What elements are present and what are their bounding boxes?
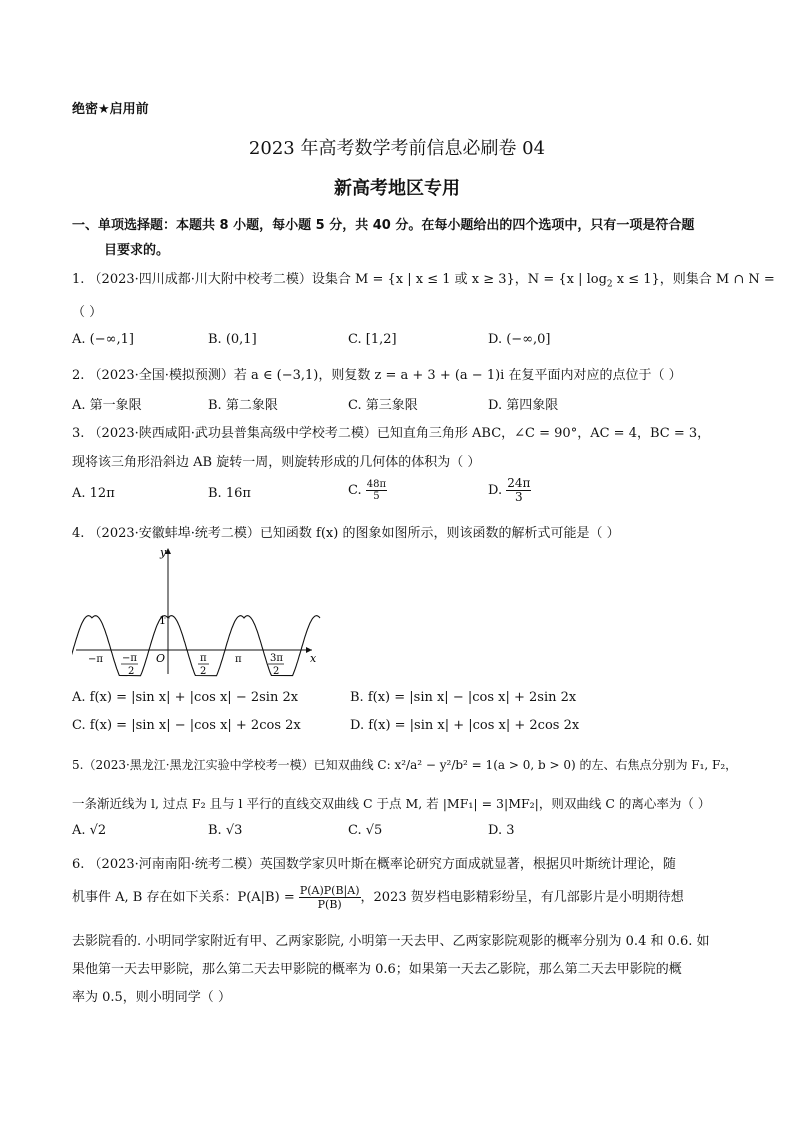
option-d[interactable] [488, 477, 531, 504]
fraction-numerator: 24π [507, 476, 531, 490]
option-b[interactable]: B. f(x) = |sin x| − |cos x| + 2sin 2x [350, 690, 577, 705]
x-tick-half-pi-num: π [200, 653, 207, 664]
x-tick-three-half-pi-num: 3π [270, 653, 283, 664]
question-3-line2: 现将该三角形沿斜边 AB 旋转一周，则旋转形成的几何体的体积为（ ） [72, 455, 481, 470]
fraction-numerator: P(A)P(B|A) [299, 884, 360, 897]
option-c[interactable]: C. [1,2] [348, 332, 397, 347]
question-text: （2023·河南南阳·统考二模）英国数学家贝叶斯在概率论研究方面成就显著，根据贝叶斯统计理论，随 [88, 857, 676, 872]
y-tick-label-1: 1 [159, 614, 166, 627]
question-6-line3: 去影院看的. 小明同学家附近有甲、乙两家影院, 小明第一天去甲、乙两家影院观影的概率分别为 0.4 和 0.6. 如 [72, 934, 710, 949]
option-a[interactable]: A. 12π [72, 486, 115, 501]
fraction [506, 477, 531, 504]
x-tick-half-pi-den: 2 [200, 666, 207, 677]
question-6-line5: 率为 0.5，则小明同学（ ） [72, 990, 231, 1005]
question-text: ，2023 贺岁档电影精彩纷呈，有几部影片是小明期待想 [360, 890, 684, 905]
option-a[interactable]: A. (−∞,1] [72, 332, 134, 347]
question-2 [72, 364, 682, 383]
question-number: 6. [72, 857, 85, 872]
x-tick-pi: π [235, 654, 242, 665]
question-text: （2023·陕西咸阳·武功县普集高级中学校考二模）已知直角三角形 ABC，∠C = 90°，AC = 4，BC = 3， [88, 426, 711, 441]
question-6-line2 [72, 884, 684, 911]
x-tick-three-half-pi-den: 2 [273, 666, 280, 677]
question-number: 3. [72, 426, 85, 441]
question-5 [72, 756, 737, 773]
question-text-tail: x ≤ 1}，则集合 M ∩ N = [612, 272, 775, 287]
option-c[interactable] [348, 479, 387, 502]
function-curve [72, 616, 320, 676]
option-letter: D. [488, 483, 503, 498]
question-text: 设集合 M = {x | x ≤ 1 或 x ≥ 3}，N = {x | log [311, 272, 607, 287]
question-text: （2023·全国·模拟预测）若 a ∈ (−3,1)，则复数 z = a + 3 + (a − 1)i 在复平面内对应的点位于（ ） [88, 368, 682, 383]
log-base: 2 [606, 279, 613, 290]
fraction-denominator: 3 [514, 490, 523, 504]
fraction-denominator: 5 [373, 491, 380, 502]
question-5-line2: 一条渐近线为 l, 过点 F₂ 且与 l 平行的直线交双曲线 C 于点 M, 若 |MF₁| = 3|MF₂|，则双曲线 C 的离心率为（ ） [72, 796, 711, 811]
function-graph [72, 544, 322, 680]
question-number: 4. [72, 526, 85, 541]
option-c[interactable]: C. √5 [348, 823, 383, 838]
option-c[interactable]: C. f(x) = |sin x| − |cos x| + 2cos 2x [72, 718, 301, 733]
question-text: （2023·黑龙江·黑龙江实验中学校考一模）已知双曲线 C: x²/a² − y²/b² = 1(a > 0, b > 0) 的左、右焦点分别为 F₁, F₂， [83, 758, 738, 772]
option-b[interactable]: B. 第二象限 [208, 398, 278, 413]
question-6 [72, 853, 676, 872]
question-text: （2023·安徽蚌埠·统考二模）已知函数 f(x) 的图象如图所示，则该函数的解析式可能是（ ） [88, 526, 620, 541]
question-text: 机事件 A, B 存在如下关系：P(A|B) = [72, 890, 299, 905]
question-source: （2023·四川成都·川大附中校考二模） [88, 272, 312, 287]
question-number: 1. [72, 272, 85, 287]
section-heading-line2: 目要求的。 [104, 243, 170, 258]
origin-label: O [156, 652, 166, 665]
x-tick-neg-pi: −π [88, 654, 103, 665]
fraction-denominator: P(B) [317, 898, 342, 911]
y-axis-label: y [160, 546, 167, 559]
section-heading-line1: 一、单项选择题：本题共 8 小题，每小题 5 分，共 40 分。在每小题给出的四个选项中，只有一项是符合题 [72, 218, 695, 233]
option-letter: C. [348, 483, 362, 498]
page-title: 2023 年高考数学考前信息必刷卷 04 [248, 138, 546, 159]
fraction-numerator: 48π [366, 479, 387, 490]
option-b[interactable]: B. 16π [208, 486, 251, 501]
question-number: 5. [72, 758, 84, 772]
option-a[interactable]: A. √2 [72, 823, 107, 838]
fraction [366, 479, 387, 502]
question-3 [72, 422, 710, 441]
option-d[interactable]: D. 第四象限 [488, 398, 559, 413]
x-axis-label: x [310, 652, 317, 665]
option-d[interactable]: D. f(x) = |sin x| + |cos x| + 2cos 2x [350, 718, 580, 733]
page-subtitle: 新高考地区专用 [334, 178, 460, 199]
secret-label: 绝密★启用前 [72, 102, 149, 117]
question-1 [72, 268, 775, 290]
option-b[interactable]: B. √3 [208, 823, 243, 838]
question-6-line4: 果他第一天去甲影院，那么第二天去甲影院的概率为 0.6；如果第一天去乙影院，那么第二天去甲影院的概 [72, 962, 682, 977]
bayes-fraction [299, 884, 361, 911]
option-b[interactable]: B. (0,1] [208, 332, 257, 347]
answer-paren: （ ） [72, 305, 103, 320]
x-tick-neg-half-pi-num: −π [122, 653, 137, 664]
option-d[interactable]: D. (−∞,0] [488, 332, 551, 347]
x-tick-neg-half-pi-den: 2 [128, 666, 135, 677]
question-4 [72, 522, 620, 541]
option-a[interactable]: A. f(x) = |sin x| + |cos x| − 2sin 2x [72, 690, 299, 705]
option-a[interactable]: A. 第一象限 [72, 398, 142, 413]
option-d[interactable]: D. 3 [488, 823, 515, 838]
question-number: 2. [72, 368, 85, 383]
option-c[interactable]: C. 第三象限 [348, 398, 418, 413]
